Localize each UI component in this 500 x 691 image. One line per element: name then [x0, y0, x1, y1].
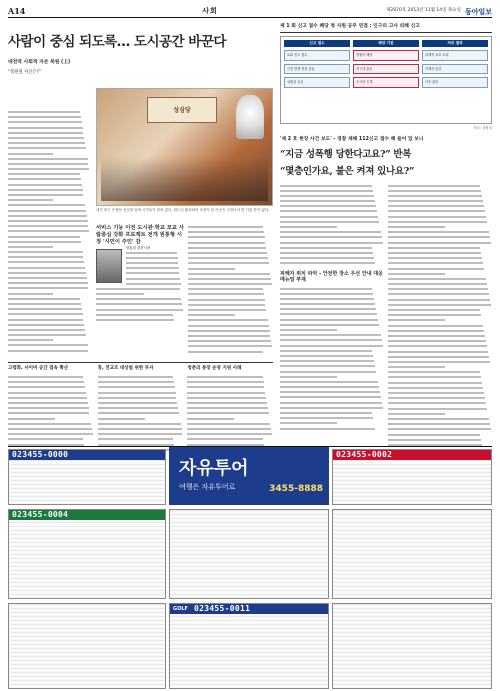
text-line [188, 292, 273, 297]
ad-header [333, 450, 491, 460]
text-line [388, 427, 492, 432]
text-line [8, 260, 90, 265]
text-line [98, 385, 184, 390]
text-line [187, 411, 273, 416]
text-line [388, 292, 492, 297]
diagram-header: 해당 기관 [353, 40, 419, 47]
text-line [8, 146, 90, 151]
text-line [280, 312, 384, 317]
portrait-photo [96, 249, 122, 283]
text-line [98, 411, 184, 416]
text-line [8, 229, 90, 234]
text-line [188, 235, 273, 240]
bottom-article-body [187, 375, 273, 453]
page-number: A14 [8, 6, 26, 17]
text-line [8, 312, 90, 317]
lead-quote: “복원될 자산은?” [8, 70, 42, 76]
bottom-article [187, 366, 273, 453]
text-line [188, 261, 273, 266]
article-headline: 사람이 중심 되도록… 도시공간 바꾼다 [8, 34, 226, 50]
bottom-article [8, 366, 94, 453]
sub-headline-box [96, 225, 184, 323]
classified-ads-section [8, 446, 492, 691]
bottom-article [98, 366, 184, 453]
ad-block[interactable] [8, 509, 166, 599]
text-line [8, 286, 90, 291]
side-article-body-1b [280, 287, 384, 432]
ad-block[interactable] [332, 449, 492, 505]
ad-header [170, 604, 328, 614]
text-line [8, 177, 90, 182]
text-line [187, 385, 273, 390]
text-line [280, 338, 384, 343]
store-sign: 성심당 [147, 97, 217, 123]
text-line [188, 350, 273, 355]
portrait-caption: 염홍철 대전시장 [126, 246, 151, 250]
text-line [280, 395, 384, 400]
text-line [280, 209, 384, 214]
ad-phone: 023455-0000 [12, 449, 69, 459]
text-line [98, 437, 184, 442]
diagram-source: 자료: 경찰청 [473, 126, 492, 131]
main-article [8, 22, 273, 452]
text-line [280, 261, 384, 266]
text-line [126, 271, 184, 276]
diagram-box: 사후 관리 [422, 77, 488, 87]
ad-header [9, 510, 165, 520]
section-title: 사회 [202, 6, 218, 15]
article-body-column-1 [8, 110, 90, 354]
page-header [8, 6, 492, 18]
side-article-headline-1: “지금 성폭행 당한다고요?” 반복 [280, 148, 412, 160]
decorative-tree [236, 95, 264, 139]
side-article-kicker: '제 2 호 현장 사건 보도' - 경찰 제때 112신고 접수 해 들어 있 보니 [280, 137, 424, 143]
text-line [188, 318, 273, 323]
text-line [96, 318, 184, 323]
side-article-title: 제 1 회 신고 접수 해당 청 지원 공무 연결 : 인구의 고사 피해 신고 [280, 24, 492, 33]
text-line [280, 364, 384, 369]
diagram-header: 처리 결과 [422, 40, 488, 47]
diagram-box: 피해자 보호 조치 [422, 50, 488, 60]
ad-block[interactable] [169, 509, 329, 599]
diagram-box: 사건 발생 현장 출동 [284, 64, 350, 74]
text-line [280, 370, 384, 375]
side-article-subhead: 피해자 위치 파악 - 안전한 장소 우선 안내 대응 매뉴얼 부재 [280, 270, 383, 284]
text-line [188, 241, 273, 246]
process-diagram [280, 36, 492, 124]
crowd [101, 157, 268, 201]
text-line [8, 411, 94, 416]
text-line [8, 343, 90, 348]
text-line [187, 437, 273, 442]
bottom-article-title: 청춘의 통장 운영 지원 사례 [187, 366, 242, 371]
article-photo [96, 88, 273, 206]
text-line [280, 235, 384, 240]
article-byline: 대전역 사회적 자본 복원 (上) [8, 60, 71, 65]
ad-phone: 023455-0004 [12, 509, 69, 519]
text-line [388, 267, 492, 272]
bottom-article-title: 휴, 전교조 대상범 위한 투자 [97, 366, 154, 371]
text-line [280, 184, 384, 189]
diagram-box: 수사과 인계 [353, 77, 419, 87]
text-line [8, 385, 94, 390]
travel-logo: 자유투어 [179, 458, 249, 479]
side-article [280, 22, 492, 452]
text-line [8, 235, 90, 240]
golf-label: GOLF [173, 605, 188, 612]
text-line [388, 375, 492, 380]
text-line [126, 277, 184, 282]
ad-block[interactable] [169, 603, 329, 689]
text-line [280, 427, 384, 432]
ad-block[interactable] [8, 449, 166, 505]
text-line [96, 302, 184, 307]
text-line [8, 318, 90, 323]
text-line [188, 344, 273, 349]
text-line [8, 349, 90, 354]
sub-headline: 서비스 기능 이전 도시관·학교 모교 사람중심 강화 프로젝트 전개 원통형 시정 '시민이 주인' 감 [96, 225, 184, 245]
text-line [388, 261, 492, 266]
text-line [388, 344, 492, 349]
travel-phone: 3455-8888 [269, 484, 323, 494]
text-line [280, 287, 384, 292]
diagram-box: 경찰서 배당 [353, 50, 419, 60]
text-line [8, 437, 94, 442]
travel-tagline: 여행은 자유투어로 [179, 483, 236, 491]
diagram-box: 상황실 공유 [284, 77, 350, 87]
travel-ad[interactable] [169, 447, 329, 505]
side-article-body-1 [280, 184, 384, 267]
side-article-headline-2: “몇층인가요, 불은 켜져 있나요?” [280, 165, 415, 177]
photo-caption: 대전 중구 은행동 성심당 앞에 시민들이 몰려 있다. 원도심 활성화의 상징이 된 이곳은 주말마다 발 디딜 틈이 없다. [96, 208, 270, 212]
diagram-box: 지구대 출동 [353, 64, 419, 74]
ad-header [9, 450, 165, 460]
ad-block[interactable] [332, 509, 492, 599]
text-line [388, 209, 492, 214]
bottom-article-title: 고령화, 사이버 공간 접속 확산 [8, 366, 69, 371]
diagram-header: 신고 접수 [284, 40, 350, 47]
side-article-body-2 [388, 184, 492, 454]
bottom-article-body [98, 375, 184, 453]
newspaper-logo: 동아일보 [464, 6, 492, 16]
ad-block[interactable] [8, 603, 166, 689]
text-line [388, 433, 492, 438]
ad-block[interactable] [332, 603, 492, 689]
bottom-articles [8, 362, 273, 453]
text-line [188, 324, 273, 329]
text-line [388, 350, 492, 355]
bottom-article-body [8, 375, 94, 453]
text-line [388, 184, 492, 189]
text-line [8, 126, 90, 131]
article-body-column-3 [188, 225, 273, 355]
issue-date: 제2870호 2013년 11월 14일 목요일 [386, 8, 461, 14]
diagram-box: 112 신고 접수 [284, 50, 350, 60]
ad-phone: 023455-0002 [336, 449, 393, 459]
text-line [388, 401, 492, 406]
text-line [8, 203, 90, 208]
ad-phone: 023455-0011 [193, 603, 251, 613]
text-line [8, 209, 90, 214]
text-line [388, 235, 492, 240]
text-line [8, 120, 90, 125]
diagram-box: 가해자 입건 [422, 64, 488, 74]
